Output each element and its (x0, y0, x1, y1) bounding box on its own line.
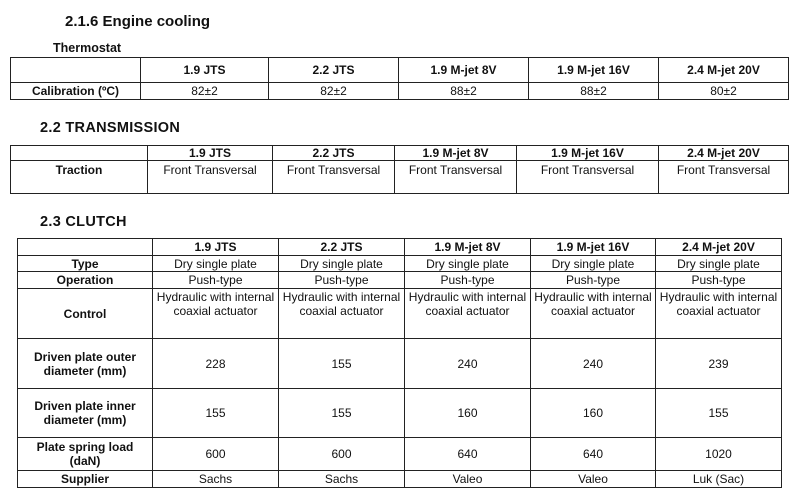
thermostat-header-cell: 2.4 M-jet 20V (659, 58, 789, 83)
clutch-outer-diameter-row (18, 339, 782, 389)
thermostat-header-cell: 1.9 M-jet 8V (399, 58, 529, 83)
clutch-value-cell: 155 (656, 389, 782, 438)
clutch-value-cell: Dry single plate (531, 256, 656, 272)
thermostat-calibration-row (11, 83, 789, 100)
clutch-value-cell: Valeo (405, 471, 531, 488)
clutch-value-cell: Push-type (531, 272, 656, 289)
clutch-type-row (18, 256, 782, 272)
clutch-header-cell: 2.2 JTS (279, 239, 405, 256)
clutch-corner-cell (18, 239, 153, 256)
clutch-value-cell: Sachs (279, 471, 405, 488)
clutch-value-cell: Hydraulic with internal coaxial actuator (279, 289, 405, 339)
transmission-value-cell: Front Transversal (395, 161, 517, 194)
clutch-value-cell: Hydraulic with internal coaxial actuator (153, 289, 279, 339)
transmission-value-cell: Front Transversal (659, 161, 789, 194)
clutch-value-cell: Valeo (531, 471, 656, 488)
clutch-row-label: Plate spring load (daN) (18, 438, 153, 471)
clutch-value-cell: Dry single plate (153, 256, 279, 272)
clutch-value-cell: 160 (405, 389, 531, 438)
transmission-header-cell: 1.9 M-jet 8V (395, 146, 517, 161)
transmission-header-cell: 1.9 M-jet 16V (517, 146, 659, 161)
clutch-header-cell: 1.9 M-jet 16V (531, 239, 656, 256)
clutch-value-cell: 640 (531, 438, 656, 471)
thermostat-header-row (11, 58, 789, 83)
clutch-value-cell: Hydraulic with internal coaxial actuator (656, 289, 782, 339)
thermostat-value-cell: 82±2 (269, 83, 399, 100)
clutch-value-cell: 600 (153, 438, 279, 471)
clutch-row-label: Type (18, 256, 153, 272)
engine-cooling-heading: 2.1.6 Engine cooling (65, 13, 211, 30)
clutch-heading: 2.3 CLUTCH (40, 214, 127, 230)
thermostat-value-cell: 88±2 (399, 83, 529, 100)
thermostat-table (10, 57, 789, 100)
thermostat-value-cell: 80±2 (659, 83, 789, 100)
clutch-value-cell: Push-type (153, 272, 279, 289)
thermostat-row-label: Calibration (ºC) (11, 83, 141, 100)
clutch-header-cell: 1.9 JTS (153, 239, 279, 256)
clutch-value-cell: 240 (531, 339, 656, 389)
clutch-value-cell: Hydraulic with internal coaxial actuator (405, 289, 531, 339)
transmission-table (10, 145, 789, 194)
clutch-control-row (18, 289, 782, 339)
transmission-header-cell: 1.9 JTS (148, 146, 273, 161)
clutch-row-label: Driven plate outer diameter (mm) (18, 339, 153, 389)
thermostat-value-cell: 82±2 (141, 83, 269, 100)
thermostat-value-cell: 88±2 (529, 83, 659, 100)
transmission-value-cell: Front Transversal (517, 161, 659, 194)
transmission-traction-row (11, 161, 789, 194)
clutch-value-cell: 160 (531, 389, 656, 438)
transmission-header-cell: 2.4 M-jet 20V (659, 146, 789, 161)
thermostat-heading: Thermostat (53, 41, 122, 55)
transmission-row-label: Traction (11, 161, 148, 194)
clutch-value-cell: Sachs (153, 471, 279, 488)
clutch-value-cell: 240 (405, 339, 531, 389)
clutch-header-cell: 1.9 M-jet 8V (405, 239, 531, 256)
transmission-value-cell: Front Transversal (273, 161, 395, 194)
clutch-value-cell: 600 (279, 438, 405, 471)
thermostat-header-cell: 2.2 JTS (269, 58, 399, 83)
clutch-table (17, 238, 782, 488)
clutch-value-cell: Dry single plate (405, 256, 531, 272)
clutch-inner-diameter-row (18, 389, 782, 438)
clutch-row-label: Driven plate inner diameter (mm) (18, 389, 153, 438)
clutch-value-cell: 239 (656, 339, 782, 389)
clutch-operation-row (18, 272, 782, 289)
transmission-header-cell: 2.2 JTS (273, 146, 395, 161)
clutch-row-label: Supplier (18, 471, 153, 488)
transmission-value-cell: Front Transversal (148, 161, 273, 194)
clutch-header-cell: 2.4 M-jet 20V (656, 239, 782, 256)
transmission-heading: 2.2 TRANSMISSION (40, 120, 181, 136)
clutch-value-cell: 155 (153, 389, 279, 438)
clutch-value-cell: Push-type (656, 272, 782, 289)
clutch-value-cell: Dry single plate (279, 256, 405, 272)
clutch-value-cell: 640 (405, 438, 531, 471)
clutch-value-cell: Luk (Sac) (656, 471, 782, 488)
transmission-header-row (11, 146, 789, 161)
thermostat-header-cell: 1.9 JTS (141, 58, 269, 83)
clutch-value-cell: 155 (279, 339, 405, 389)
clutch-header-row (18, 239, 782, 256)
clutch-row-label: Control (18, 289, 153, 339)
clutch-value-cell: Push-type (405, 272, 531, 289)
clutch-value-cell: 228 (153, 339, 279, 389)
clutch-value-cell: 1020 (656, 438, 782, 471)
clutch-supplier-row (18, 471, 782, 488)
clutch-value-cell: Push-type (279, 272, 405, 289)
clutch-value-cell: Hydraulic with internal coaxial actuator (531, 289, 656, 339)
clutch-row-label: Operation (18, 272, 153, 289)
transmission-corner-cell (11, 146, 148, 161)
clutch-value-cell: 155 (279, 389, 405, 438)
thermostat-header-cell: 1.9 M-jet 16V (529, 58, 659, 83)
clutch-value-cell: Dry single plate (656, 256, 782, 272)
clutch-spring-load-row (18, 438, 782, 471)
thermostat-corner-cell (11, 58, 141, 83)
